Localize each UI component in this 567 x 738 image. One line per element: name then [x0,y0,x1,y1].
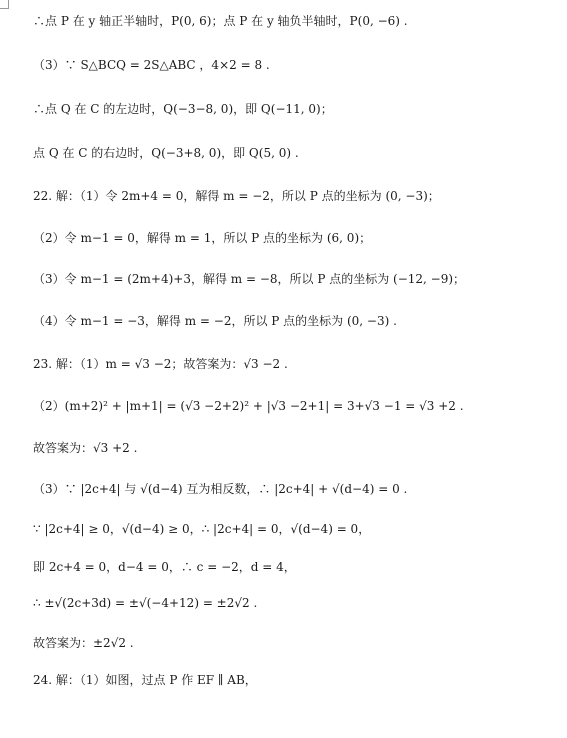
text-line: （2）令 m−1 = 0，解得 m = 1，所以 P 点的坐标为 (6, 0)； [33,231,372,245]
page-corner-mark [0,0,9,9]
text-line: 23. 解：（1）m = √3 −2；故答案为：√3 −2 . [33,357,288,371]
text-line: 22. 解：（1）令 2m+4 = 0，解得 m = −2，所以 P 点的坐标为 (0, −3)； [33,189,440,203]
text-line: ∴点 Q 在 C 的左边时，Q(−3−8, 0)，即 Q(−11, 0)； [33,102,333,116]
text-line: （2）(m+2)² + |m+1| = (√3 −2+2)² + |√3 −2+1| = 3+√3 −1 = √3 +2 . [33,399,464,413]
text-line: ∴点 P 在 y 轴正半轴时，P(0, 6)；点 P 在 y 轴负半轴时，P(0, −6) . [33,14,408,28]
text-line: ∴ ±√(2c+3d) = ±√(−4+12) = ±2√2 . [33,596,258,610]
text-line: 即 2c+4 = 0，d−4 = 0，∴ c = −2，d = 4， [33,560,296,574]
text-line: （4）令 m−1 = −3，解得 m = −2，所以 P 点的坐标为 (0, −3) . [33,314,397,328]
text-line: （3）∵ |2c+4| 与 √(d−4) 互为相反数，∴ |2c+4| + √(d−4) = 0 . [33,482,408,496]
text-line: （3）令 m−1 = (2m+4)+3，解得 m = −8，所以 P 点的坐标为 (−12, −9)； [33,272,466,286]
text-line: （3）∵ S△BCQ = 2S△ABC ，4×2 = 8 . [33,58,270,72]
text-line: 点 Q 在 C 的右边时，Q(−3+8, 0)，即 Q(5, 0) . [33,146,299,160]
text-line: 故答案为：√3 +2 . [33,441,138,455]
text-line: ∵ |2c+4| ≥ 0，√(d−4) ≥ 0，∴ |2c+4| = 0，√(d−4) = 0， [33,522,371,536]
text-line: 故答案为：±2√2 . [33,636,134,650]
text-line: 24. 解：（1）如图，过点 P 作 EF ∥ AB， [33,673,257,687]
